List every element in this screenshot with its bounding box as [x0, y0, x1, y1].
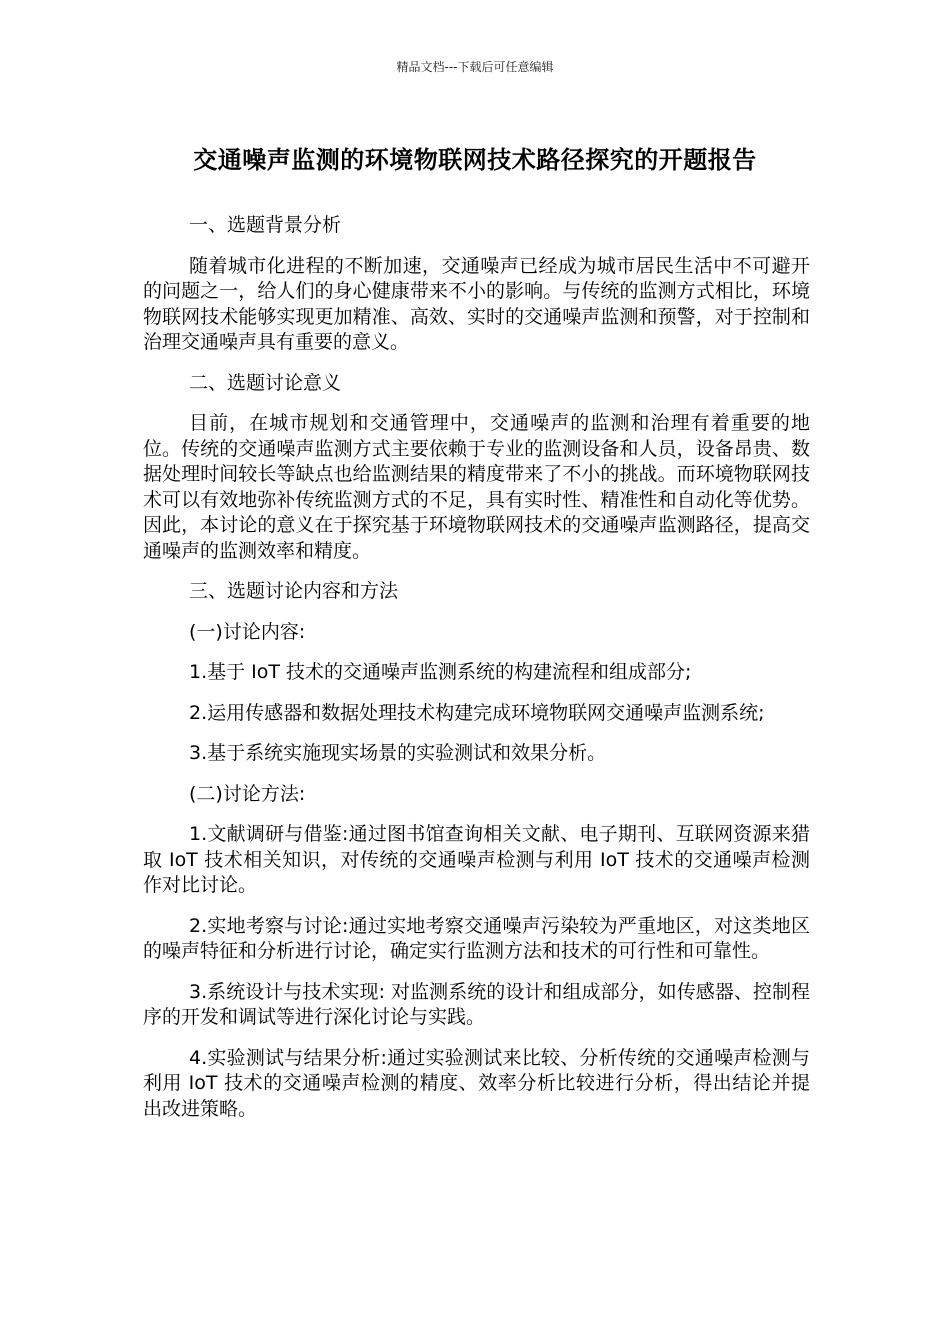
- section-heading-significance: 二、选题讨论意义: [189, 371, 342, 394]
- subheading-content: (一)讨论内容:: [189, 620, 306, 643]
- method-item-2: 2.实地考察与讨论:通过实地考察交通噪声污染较为严重地区，对这类地区的噪声特征和分析进行讨论，确定实行监测方法和技术的可行性和可靠性。: [143, 914, 810, 962]
- paragraph-significance: 目前，在城市规划和交通管理中，交通噪声的监测和治理有着重要的地位。传统的交通噪声监测方式主要依赖于专业的监测设备和人员，设备昂贵、数据处理时间较长等缺点也给监测结果的精度带来了不小的挑战。而环境物联网技术可以有效地弥补传统监测方式的不足，具有实时性、精准性和自动化等优势。因此，本讨论的意义在于探究基于环境物联网技术的交通噪声监测路径，提高交通噪声的监测效率和精度。: [143, 412, 810, 562]
- content-item-1: 1.基于 IoT 技术的交通噪声监测系统的构建流程和组成部分;: [189, 661, 692, 683]
- method-item-4: 4.实验测试与结果分析:通过实验测试来比较、分析传统的交通噪声检测与利用 IoT 技术的交通噪声检测的精度、效率分析比较进行分析，得出结论并提出改进策略。: [143, 1046, 810, 1120]
- section-heading-content-method: 三、选题讨论内容和方法: [189, 580, 399, 602]
- content-item-2: 2.运用传感器和数据处理技术构建完成环境物联网交通噪声监测系统;: [189, 701, 765, 724]
- header-note: 精品文档---下载后可任意编辑: [396, 60, 554, 74]
- document-title: 交通噪声监测的环境物联网技术路径探究的开题报告: [193, 146, 757, 174]
- section-heading-background: 一、选题背景分析: [189, 214, 342, 236]
- method-item-3: 3.系统设计与技术实现: 对监测系统的设计和组成部分，如传感器、控制程序的开发和调试等进行深化讨论与实践。: [143, 980, 810, 1028]
- method-item-1: 1.文献调研与借鉴:通过图书馆查询相关文献、电子期刊、互联网资源来猎取 IoT 技术相关知识，对传统的交通噪声检测与利用 IoT 技术的交通噪声检测作对比讨论。: [143, 823, 810, 896]
- document-body: [143, 213, 810, 1137]
- subheading-method: (二)讨论方法:: [189, 782, 306, 805]
- content-item-3: 3.基于系统实施现实场景的实验测试和效果分析。: [189, 742, 607, 764]
- paragraph-background: 随着城市化进程的不断加速，交通噪声已经成为城市居民生活中不可避开的问题之一，给人们的身心健康带来不小的影响。与传统的监测方式相比，环境物联网技术能够实现更加精准、高效、实时的交通噪声监测和预警，对于控制和治理交通噪声具有重要的意义。: [143, 254, 810, 353]
